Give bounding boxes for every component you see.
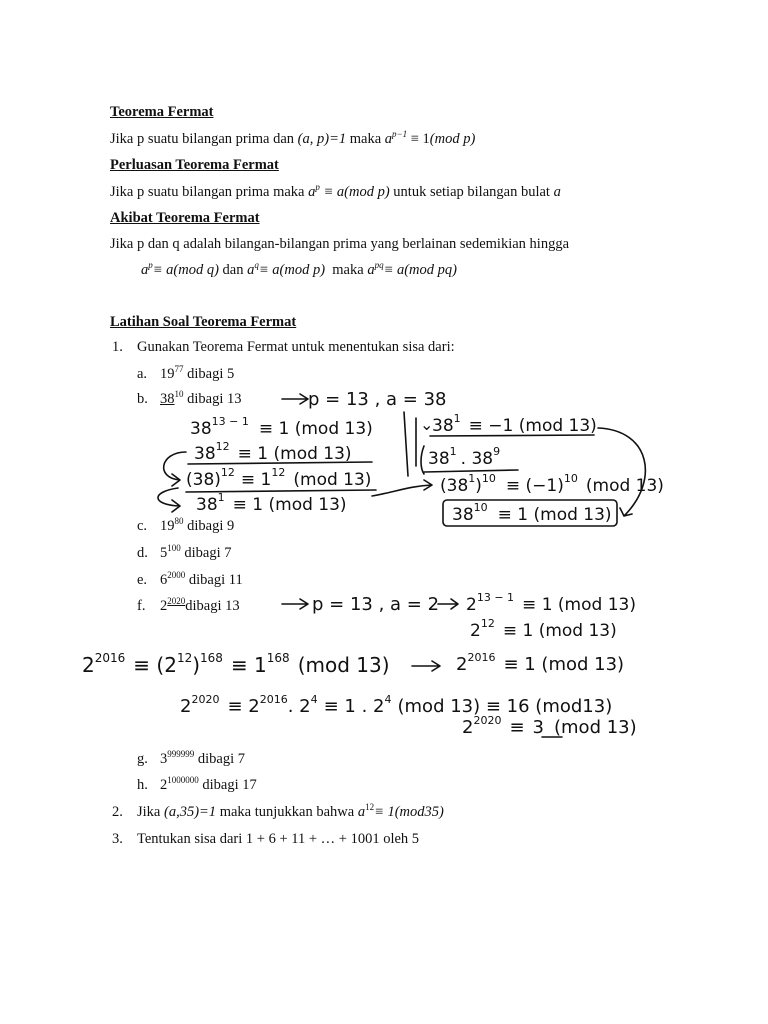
arrow-icon: [372, 480, 432, 496]
item-exponent: 80: [174, 516, 184, 526]
item-exponent: 999999: [167, 749, 195, 759]
formula-congruence: ≡ 1: [410, 131, 430, 147]
statement-text: Jika p suatu bilangan prima maka: [110, 184, 305, 200]
item-base: 2: [160, 777, 168, 793]
curved-arrow-icon: [164, 452, 186, 486]
gcd-condition: (a,35)=1: [163, 804, 217, 820]
formula-exponent: q: [254, 260, 259, 270]
formula-exponent: 12: [365, 802, 375, 812]
hw-f-line4: $2^{2020} \equiv 3$ (mod 13): [462, 714, 637, 738]
hw-b-right3: $(38^1)^{10} \equiv (-1)^{10}$ (mod 13): [440, 472, 664, 496]
curved-arrow-icon: [598, 428, 645, 516]
formula-congruence: ≡ a(mod p): [258, 262, 326, 278]
hw-f-head: p = 13 , a = 2: [312, 594, 440, 615]
arrow-icon: [282, 599, 308, 609]
item-exponent: 100: [167, 543, 181, 553]
item-text: dibagi 11: [188, 572, 243, 588]
item-base: 3: [160, 751, 168, 767]
formula-base: a: [247, 262, 255, 278]
hw-b-right4: $38^{10} \equiv 1$ (mod 13): [452, 501, 612, 525]
formula-exponent: pq: [374, 260, 384, 270]
question-text: maka tunjukkan bahwa: [219, 804, 355, 820]
question-number: 2.: [112, 804, 123, 820]
formula-base: a: [367, 262, 375, 278]
item-exponent: 2000: [167, 570, 186, 580]
item-text: dibagi 5: [187, 366, 235, 382]
formula-variable: a: [553, 184, 561, 200]
formula-congruence: ≡ a(mod q): [152, 262, 219, 278]
item-base: 5: [160, 545, 168, 561]
formula-conjunction: dan: [222, 262, 244, 278]
corollary-title: Akibat Teorema Fermat: [110, 210, 260, 226]
item-text: dibagi 9: [187, 518, 235, 534]
arrow-icon: [282, 394, 308, 404]
statement-text: Jika p suatu bilangan prima dan: [110, 131, 295, 147]
underline-stroke: [186, 490, 376, 492]
formula-base: a: [384, 131, 393, 147]
hw-b-right2: $38^1$ . $38^9$: [428, 445, 501, 469]
formula-congruence: ≡ 1(mod35): [374, 804, 444, 820]
item-label: g.: [137, 751, 148, 767]
divider-stroke: [404, 412, 408, 476]
item-base: 38: [160, 391, 175, 407]
hw-b-head: p = 13 , a = 38: [308, 389, 447, 410]
hw-b-line1: $38^{13 - 1} \equiv 1$ (mod 13): [190, 415, 373, 439]
bracket-stroke: [421, 446, 424, 474]
formula-base: a: [357, 804, 366, 820]
item-exponent: 10: [174, 389, 184, 399]
question-number: 1.: [112, 339, 123, 355]
item-text: dibagi 13: [187, 391, 242, 407]
item-text: dibagi 17: [202, 777, 257, 793]
item-label: b.: [137, 391, 148, 407]
item-exponent: 2020: [167, 596, 186, 606]
question-1-text: Gunakan Teorema Fermat untuk menentukan sisa dari:: [137, 339, 455, 355]
formula-congruence: ≡ a(mod pq): [383, 262, 457, 278]
item-base: 19: [160, 518, 175, 534]
corollary-statement: Jika p dan q adalah bilangan-bilangan prima yang berlainan sedemikian hingga: [110, 236, 570, 252]
hw-b-line2: $38^{12} \equiv 1$ (mod 13): [194, 440, 352, 464]
arrow-icon: [438, 599, 458, 609]
hw-b-line3: $(38)^{12} \equiv 1^{12}$ (mod 13): [186, 466, 372, 490]
formula-congruence: ≡ a(mod p): [323, 184, 390, 200]
hw-f-line3: $2^{2020} \equiv 2^{2016}$. $2^4 \equiv 1$ . $2^4$ (mod 13) ≡ 16 (mod13): [180, 693, 613, 717]
item-label: c.: [137, 518, 148, 534]
underline-stroke: [430, 435, 594, 436]
item-label: d.: [137, 545, 148, 561]
question-number: 3.: [112, 831, 123, 847]
item-label: f.: [137, 598, 146, 614]
exercises-title: Latihan Soal Teorema Fermat: [110, 314, 297, 330]
hw-f-line2: $2^{2016} \equiv (2^{12})^{168} \equiv 1^{168}$ (mod 13): [82, 651, 390, 677]
item-base: 19: [160, 366, 175, 382]
theorem-title: Teorema Fermat: [110, 104, 214, 120]
statement-text: maka: [349, 131, 382, 147]
statement-text: untuk setiap bilangan bulat: [393, 184, 550, 200]
hw-f-line1: $2^{12} \equiv 1$ (mod 13): [470, 617, 617, 641]
item-label: a.: [137, 366, 148, 382]
item-exponent: 77: [174, 364, 184, 374]
item-base: 6: [160, 572, 168, 588]
formula-base: a: [141, 262, 149, 278]
formula-conjunction: maka: [332, 262, 364, 278]
formula-exponent: p: [148, 260, 153, 270]
formula-base: a: [308, 184, 316, 200]
question-3-text: Tentukan sisa dari 1 + 6 + 11 + … + 1001 oleh 5: [137, 831, 420, 847]
arrow-icon: [412, 661, 440, 671]
hw-b-line4: $38^1 \equiv 1$ (mod 13): [196, 491, 347, 515]
hw-f-line2b: $2^{2016} \equiv 1$ (mod 13): [456, 651, 625, 675]
gcd-condition: (a, p)=1: [297, 131, 347, 147]
formula-exponent: p−1: [392, 129, 408, 139]
item-label: e.: [137, 572, 148, 588]
curved-arrow-icon: [158, 488, 180, 512]
formula-modulus: (mod p): [429, 131, 476, 147]
item-exponent: 1000000: [167, 775, 199, 785]
hw-b-right1: $38^1 \equiv -1$ (mod 13): [432, 412, 597, 436]
item-base: 2: [160, 598, 168, 614]
question-text: Jika: [137, 804, 161, 820]
hw-f-head2: $2^{13 - 1} \equiv 1$ (mod 13): [466, 591, 636, 615]
item-label: h.: [137, 777, 148, 793]
item-text: dibagi 13: [185, 598, 240, 614]
formula-exponent: p: [315, 182, 320, 192]
item-text: dibagi 7: [197, 751, 245, 767]
item-text: dibagi 7: [184, 545, 232, 561]
extension-title: Perluasan Teorema Fermat: [110, 157, 279, 173]
checkmark: ⌄: [420, 415, 434, 434]
